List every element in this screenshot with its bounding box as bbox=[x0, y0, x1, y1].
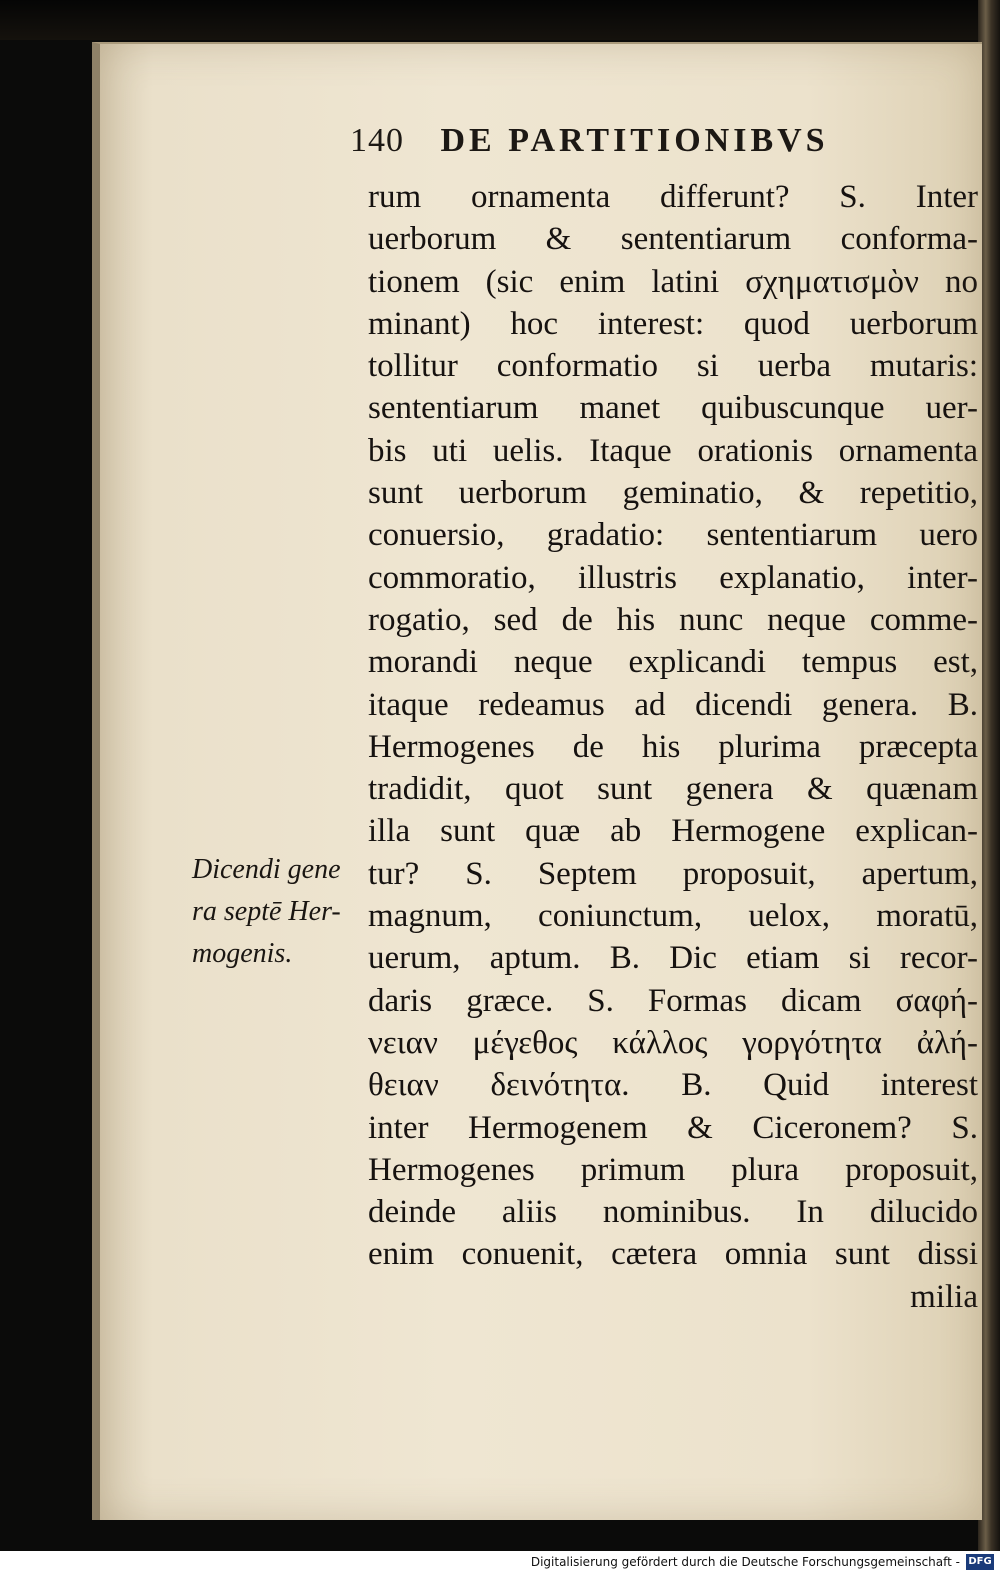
scan-top-edge bbox=[0, 0, 1000, 40]
text-line: rum ornamenta differunt? S. Inter bbox=[368, 179, 978, 215]
body-text bbox=[368, 176, 978, 1318]
text-line: θειαν δεινότητα. B. Quid interest bbox=[368, 1067, 978, 1104]
text-line: commoratio, illustris explanatio, inter- bbox=[368, 559, 978, 596]
text-line: enim conuenit, cætera omnia sunt dissi bbox=[368, 1236, 978, 1273]
text-line: deinde aliis nominibus. In dilucido bbox=[368, 1194, 978, 1231]
text-line: uerum, aptum. B. Dic etiam si recor- bbox=[368, 940, 978, 977]
text-line: morandi neque explicandi tempus est, bbox=[368, 644, 978, 681]
text-line: sententiarum manet quibuscunque uer- bbox=[368, 390, 978, 427]
text-line: tionem (sic enim latini σχηματισμὸν no bbox=[368, 263, 978, 300]
text-line: tollitur conformatio si uerba mutaris: bbox=[368, 348, 978, 385]
running-head bbox=[350, 122, 970, 160]
book-page bbox=[92, 42, 982, 1520]
footer-bar bbox=[0, 1551, 1000, 1575]
text-line: bis uti uelis. Itaque orationis ornamenta bbox=[368, 432, 978, 469]
margin-note-line: ra septē Her- bbox=[192, 896, 341, 927]
margin-note-line: Dicendi gene bbox=[192, 854, 341, 885]
text-line: illa sunt quæ ab Hermogene explican- bbox=[368, 813, 978, 850]
running-title: DE PARTITIONIBVS bbox=[440, 122, 829, 159]
page-number: 140 bbox=[350, 122, 404, 159]
margin-note bbox=[192, 849, 372, 975]
text-line: daris græce. S. Formas dicam σαφή- bbox=[368, 982, 978, 1019]
catchword: milia bbox=[910, 1278, 978, 1315]
text-line: itaque redeamus ad dicendi genera. B. bbox=[368, 686, 978, 723]
funding-credit: Digitalisierung gefördert durch die Deutsche Forschungsgemeinschaft - bbox=[530, 1555, 960, 1569]
dfg-logo-badge: DFG bbox=[966, 1554, 994, 1570]
text-line: tur? S. Septem proposuit, apertum, bbox=[368, 855, 978, 892]
text-line: minant) hoc interest: quod uerborum bbox=[368, 305, 978, 342]
text-line: rogatio, sed de his nunc neque comme- bbox=[368, 601, 978, 638]
text-line: inter Hermogenem & Ciceronem? S. bbox=[368, 1109, 978, 1146]
text-line: magnum, coniunctum, uelox, moratū, bbox=[368, 898, 978, 935]
text-line: Hermogenes primum plura proposuit, bbox=[368, 1151, 978, 1188]
text-line: tradidit, quot sunt genera & quænam bbox=[368, 771, 978, 808]
margin-note-line: mogenis. bbox=[192, 938, 293, 969]
text-line: uerborum & sententiarum conforma- bbox=[368, 221, 978, 258]
text-line: Hermogenes de his plurima præcepta bbox=[368, 728, 978, 765]
text-line: sunt uerborum geminatio, & repetitio, bbox=[368, 475, 978, 512]
text-line: νειαν μέγεθος κάλλος γοργότητα ἀλή- bbox=[368, 1024, 978, 1061]
text-line: conuersio, gradatio: sententiarum uero bbox=[368, 517, 978, 554]
